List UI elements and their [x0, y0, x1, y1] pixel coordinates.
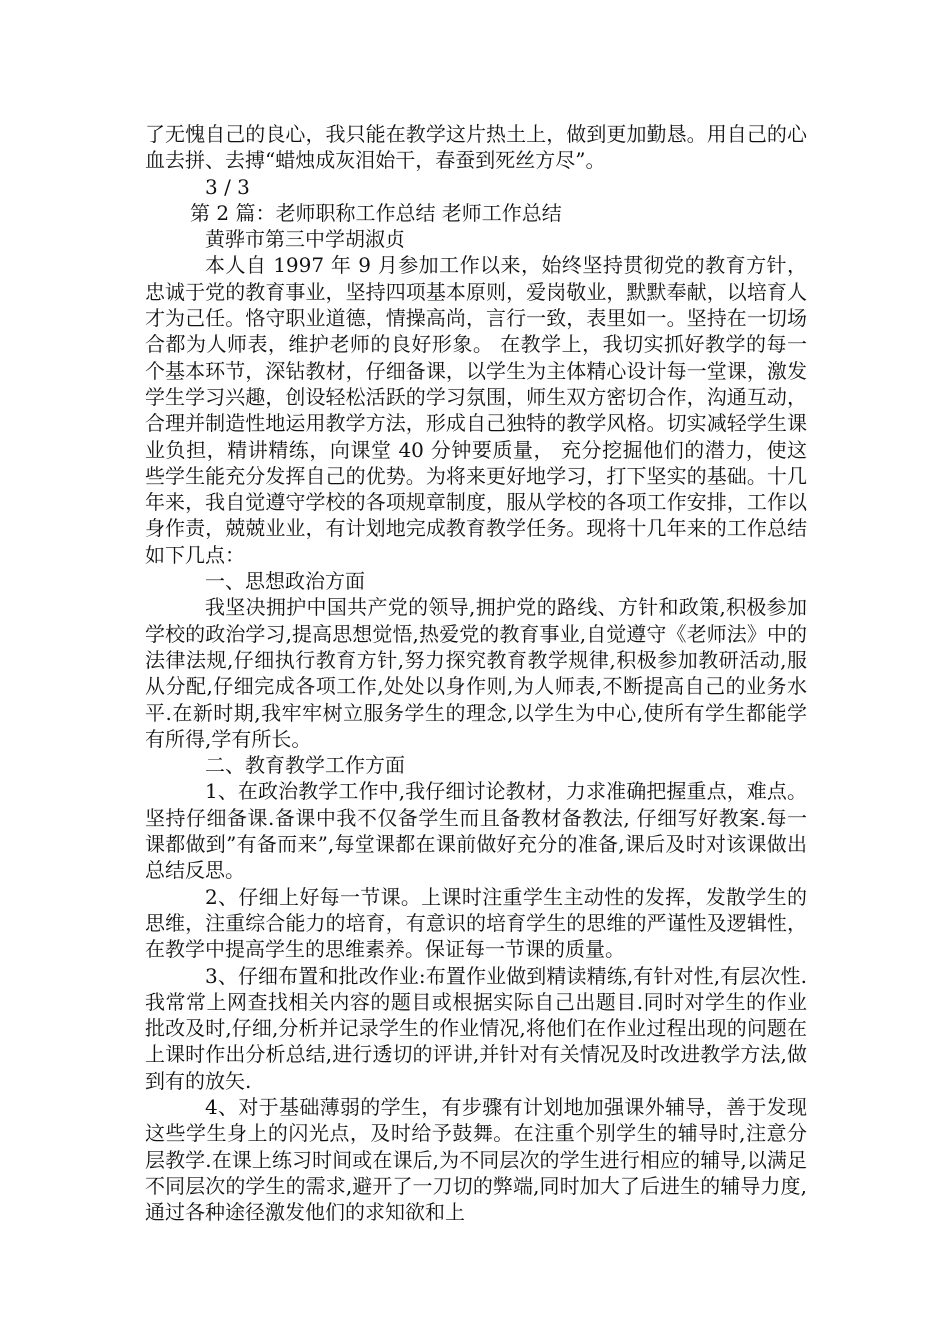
document-body [145, 121, 807, 1225]
section-2-title: 二、教育教学工作方面 [205, 753, 405, 778]
page-number: 3 / 3 [205, 174, 250, 199]
article-title: 第 2 篇：老师职称工作总结 老师工作总结 [190, 200, 562, 225]
item-3-paragraph: 3、仔细布置和批改作业:布置作业做到精读精练,有针对性,有层次性.我常常上网查找相关内容的题目或根据实际自己出题目.同时对学生的作业批改及时,仔细,分析并记录学生的作业情况,将他们在作业过程出现的问题在上课时作出分析总结,进行透切的评讲,并针对有关情况及时改进教学方法,做到有的放矢. [145, 963, 807, 1093]
section-1-title: 一、思想政治方面 [205, 569, 365, 594]
continuation-paragraph: 了无愧自己的良心，我只能在教学这片热土上，做到更加勤恳。用自己的心血去拼、去搏“蜡烛成灰泪始干，春蚕到死丝方尽”。 [145, 122, 807, 173]
item-1-paragraph: 1、在政治教学工作中,我仔细讨论教材，力求准确把握重点，难点。坚持仔细备课.备课中我不仅备学生而且备教材备教法, 仔细写好教案.每一课都做到”有备而来”,每堂课都在课前做好充分的准备,课后及时对该课做出总结反思。 [145, 779, 807, 883]
item-4-paragraph: 4、对于基础薄弱的学生，有步骤有计划地加强课外辅导，善于发现这些学生身上的闪光点，及时给予鼓舞。在注重个别学生的辅导时,注意分层教学.在课上练习时间或在课后,为不同层次的学生进行相应的辅导,以满足不同层次的学生的需求,避开了一刀切的弊端,同时加大了后进生的辅导力度,通过各种途径激发他们的求知欲和上 [145, 1094, 807, 1225]
section-1-paragraph: 我坚决拥护中国共产党的领导,拥护党的路线、方针和政策,积极参加学校的政治学习,提高思想觉悟,热爱党的教育事业,自觉遵守《老师法》中的法律法规,仔细执行教育方针,努力探究教育教学规律,积极参加教研活动,服从分配,仔细完成各项工作,处处以身作则,为人师表,不断提高自己的业务水平.在新时期,我牢牢树立服务学生的理念,以学生为中心,使所有学生都能学有所得,学有所长。 [145, 595, 807, 751]
intro-paragraph: 本人自 1997 年 9 月参加工作以来，始终坚持贯彻党的教育方针，忠诚于党的教育事业，坚持四项基本原则，爱岗敬业，默默奉献，以培育人才为己任。恪守职业道德，情操高尚，言行一致，表里如一。坚持在一切场合都为人师表，维护老师的良好形象。 在教学上，我切实抓好教学的每一个基本环节，深钻教材，仔细备课，以学生为主体精心设计每一堂课，激发学生学习兴趣，创设轻松活跃的学习氛围，师生双方密切合作，沟通互动，合理并制造性地运用教学方法，形成自己独特的教学风格。切实减轻学生课业负担，精讲精练，向课堂 40 分钟要质量， 充分挖掘他们的潜力，使这些学生能充分发挥自己的优势。为将来更好地学习，打下坚实的基础。十几年来，我自觉遵守学校的各项规章制度，服从学校的各项工作安排，工作以身作责，兢兢业业，有计划地完成教育教学任务。现将十几年来的工作总结如下几点： [145, 253, 807, 567]
author-line: 黄骅市第三中学胡淑贞 [205, 227, 405, 252]
item-2-paragraph: 2、仔细上好每一节课。上课时注重学生主动性的发挥，发散学生的思维，注重综合能力的培育，有意识的培育学生的思维的严谨性及逻辑性，在教学中提高学生的思维素养。保证每一节课的质量。 [145, 884, 807, 962]
